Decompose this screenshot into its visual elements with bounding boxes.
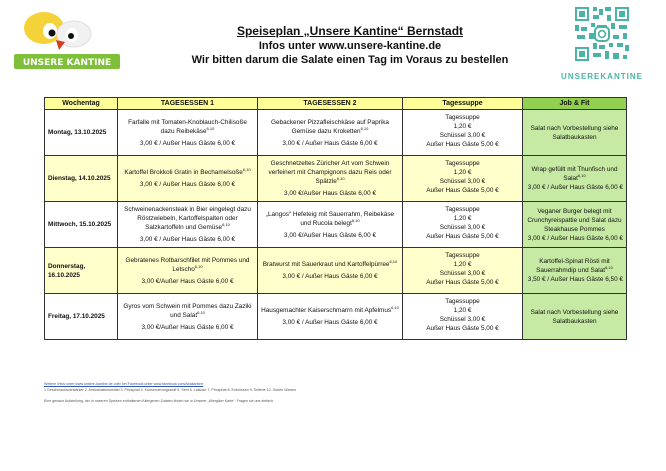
dish2-cell bbox=[258, 202, 403, 248]
dish1-text: Gyros vom Schwein mit Pommes dazu Zaziki und Salat bbox=[123, 302, 252, 319]
dish1-cell bbox=[118, 248, 258, 294]
dish2-price: 3,00 € / Außer Haus Gäste 6,00 € bbox=[282, 139, 378, 147]
col-header-soup: Tagessuppe bbox=[403, 98, 523, 110]
dish1-price: 3,00 € / Außer Haus Gäste 6,00 € bbox=[139, 139, 236, 147]
dish1-price: 3,00 € / Außer Haus Gäste 6,00 € bbox=[139, 236, 236, 243]
soup-cell bbox=[403, 110, 523, 156]
dish1-cell bbox=[118, 294, 258, 340]
soup-title: Tagessuppe bbox=[445, 206, 480, 213]
day-cell: Freitag, 17.10.2025 bbox=[45, 294, 118, 340]
table-row bbox=[45, 294, 627, 340]
qr-label: UNSEREKANTINE bbox=[561, 72, 643, 81]
soup-price: 1,20 € bbox=[453, 123, 472, 130]
footer-note: Eine genaue Aufstellung, der in unseren Speisen enthaltenen Allergenen Zutaten finden sie in Unserer „Allergiker Karte“. Fragen sie uns einfach. bbox=[44, 399, 274, 403]
soup-takeaway-price: Außer Haus Gäste 5,00 € bbox=[426, 141, 499, 148]
soup-takeaway-price: Außer Haus Gäste 5,00 € bbox=[426, 233, 499, 240]
day-cell: Montag, 13.10.2025 bbox=[45, 110, 118, 156]
dish2-cell bbox=[258, 294, 403, 340]
soup-takeaway-price: Außer Haus Gäste 5,00 € bbox=[426, 279, 499, 286]
dish2-text: Geschnetzeltes Züricher Art vom Schwein verfeinert mit Champignons dazu Reis oder Spätzle bbox=[268, 160, 392, 185]
jobfit-text: Salat nach Vorbestellung siehe Salatbaukasten bbox=[530, 124, 619, 141]
jobfit-cell bbox=[523, 110, 627, 156]
soup-price: 1,20 € bbox=[453, 169, 472, 176]
table-row bbox=[45, 248, 627, 294]
col-header-dish2: TAGESESSEN 2 bbox=[258, 98, 403, 110]
soup-title: Tagessuppe bbox=[445, 160, 480, 167]
col-header-weekday: Wochentag bbox=[45, 98, 118, 110]
allergen-sup: 6,10 bbox=[577, 172, 586, 178]
page-heading bbox=[150, 24, 550, 67]
day-cell: Mittwoch, 15.10.2025 bbox=[45, 202, 118, 248]
soup-title: Tagessuppe bbox=[445, 252, 480, 259]
allergen-sup: 6,10 bbox=[242, 166, 251, 172]
dish2-cell bbox=[258, 156, 403, 202]
allergen-sup: 6,10 bbox=[222, 221, 230, 227]
jobfit-text: Veganer Burger belegt mit Crunchyreispattie und Salat dazu Steakhause Pommes bbox=[527, 207, 622, 233]
soup-bowl-price: Schüssel 3,00 € bbox=[439, 316, 486, 323]
allergen-sup: 6,10 bbox=[389, 258, 398, 264]
dish1-text: Kartoffel Brokkoli Gratin in Bechamelsoße bbox=[124, 169, 243, 176]
dish2-text: Gebackener Pizzafleischkäse auf Paprika Gemüse dazu Kroketten bbox=[271, 118, 389, 135]
jobfit-price: 3,50 € / Außer Haus Gäste 6,50 € bbox=[527, 276, 623, 283]
page-title: Speiseplan „Unsere Kantine“ Bernstadt bbox=[236, 24, 464, 38]
col-header-dish1: TAGESESSEN 1 bbox=[118, 98, 258, 110]
soup-cell bbox=[403, 294, 523, 340]
dish1-text: Farfalle mit Tomaten-Knoblauch-Chilisoße dazu Reibekäse bbox=[128, 118, 247, 135]
jobfit-text: Salat nach Vorbestellung siehe Salatbaukasten bbox=[530, 308, 619, 325]
soup-bowl-price: Schüssel 3,00 € bbox=[439, 224, 486, 231]
dish2-text: „Langos“ Hefeteig mit Sauerrahm, Reibekäse und Rucola belegt bbox=[265, 210, 395, 227]
dish2-text: Hausgemachter Kaiserschmarrn mit Apfelmus bbox=[261, 307, 392, 314]
menu-table bbox=[44, 97, 627, 340]
dish1-cell bbox=[118, 110, 258, 156]
jobfit-text: Kartoffel-Spinat Rösti mit Sauerrahmdip und Salat bbox=[536, 258, 610, 274]
soup-cell bbox=[403, 156, 523, 202]
soup-cell bbox=[403, 202, 523, 248]
jobfit-price: 3,00 € / Außer Haus Gäste 6,00 € bbox=[527, 184, 623, 191]
day-cell: Donnerstag, 16.10.2025 bbox=[45, 248, 118, 294]
dish2-price: 3,00 € / Außer Haus Gäste 6,00 € bbox=[282, 273, 378, 280]
table-header-row bbox=[45, 98, 627, 110]
day-cell: Dienstag, 14.10.2025 bbox=[45, 156, 118, 202]
soup-bowl-price: Schüssel 3,00 € bbox=[439, 270, 486, 277]
soup-price: 1,20 € bbox=[453, 215, 472, 222]
soup-price: 1,20 € bbox=[453, 261, 472, 268]
dish1-price: 3,00 €/Außer Haus Gäste 6,00 € bbox=[141, 277, 234, 285]
dish2-price: 3,00 €/Außer Haus Gäste 6,00 € bbox=[283, 231, 376, 239]
footer-allergens: 1 Geschmacksverstärker 2. Antioxidationsmittel 3. Phosphat 4. Konservierungsstoff 5. Senf 6. Laktose 7. Phosphat 8. Erdnüssen 9. Sellerie 10. Gluten Weizen bbox=[44, 388, 297, 392]
soup-title: Tagessuppe bbox=[445, 298, 480, 305]
dish1-price: 3,00 € / Außer Haus Gäste 6,00 € bbox=[139, 181, 236, 188]
allergen-sup: 6,10 bbox=[336, 175, 345, 181]
jobfit-price: 3,00 € / Außer Haus Gäste 6,00 € bbox=[527, 234, 623, 242]
info-line: Infos unter www.unsere-kantine.de bbox=[258, 40, 442, 52]
qr-code-icon[interactable] bbox=[573, 5, 631, 63]
dish1-text: Schweinenackensteak in Bier eingelegt dazu Röstzwiebeln, Kartoffelspalten oder Salzkartoffeln und Gemüse bbox=[124, 206, 251, 231]
col-header-jobfit: Job & Fit bbox=[523, 98, 627, 110]
footer-links[interactable] bbox=[44, 382, 203, 387]
table-row bbox=[45, 156, 627, 202]
jobfit-cell bbox=[523, 202, 627, 248]
dish1-text: Gebratenes Rotbarschfilet mit Pommes und Letscho bbox=[125, 256, 250, 273]
allergen-sup: 6,10 bbox=[351, 217, 360, 223]
table-row bbox=[45, 202, 627, 248]
soup-price: 1,20 € bbox=[453, 307, 472, 314]
dish2-cell bbox=[258, 110, 403, 156]
allergen-sup: 6,10 bbox=[197, 309, 205, 315]
allergen-sup: 6,10 bbox=[391, 304, 399, 310]
salad-note: Wir bitten darum die Salate einen Tag im Voraus zu bestellen bbox=[191, 54, 509, 66]
dish1-cell bbox=[118, 156, 258, 202]
table-row bbox=[45, 110, 627, 156]
footer-link[interactable]: Weitere Infos unter www.unsere-kantine.de oder bei Facebook unter www.facebook.com/Akakantine bbox=[44, 382, 204, 386]
soup-bowl-price: Schüssel 3,00 € bbox=[439, 178, 486, 185]
soup-takeaway-price: Außer Haus Gäste 5,00 € bbox=[426, 187, 499, 194]
dish1-price: 3,00 €/Außer Haus Gäste 6,00 € bbox=[141, 323, 234, 331]
soup-title: Tagessuppe bbox=[445, 114, 480, 121]
soup-cell bbox=[403, 248, 523, 294]
soup-takeaway-price: Außer Haus Gäste 5,00 € bbox=[426, 325, 499, 332]
dish1-cell bbox=[118, 202, 258, 248]
logo-text: UNSERE KANTINE bbox=[22, 58, 112, 68]
jobfit-text: Wrap gefüllt mit Thunfisch und Salat bbox=[531, 166, 618, 182]
allergen-sup: 6,10 bbox=[360, 125, 369, 131]
dish2-price: 3,00 € / Außer Haus Gäste 6,00 € bbox=[282, 319, 378, 326]
jobfit-cell bbox=[523, 248, 627, 294]
allergen-sup: 6,10 bbox=[206, 125, 215, 131]
soup-bowl-price: Schüssel 3,00 € bbox=[439, 132, 486, 139]
dish2-price: 3,00 €/Außer Haus Gäste 6,00 € bbox=[283, 190, 376, 197]
jobfit-cell bbox=[523, 294, 627, 340]
dish2-cell bbox=[258, 248, 403, 294]
allergen-sup: 6,10 bbox=[194, 263, 203, 269]
allergen-sup: 6,10 bbox=[605, 264, 613, 270]
jobfit-cell bbox=[523, 156, 627, 202]
dish2-text: Bratwurst mit Sauerkraut und Kartoffelpürree bbox=[262, 261, 390, 268]
unsere-kantine-logo bbox=[10, 6, 125, 76]
